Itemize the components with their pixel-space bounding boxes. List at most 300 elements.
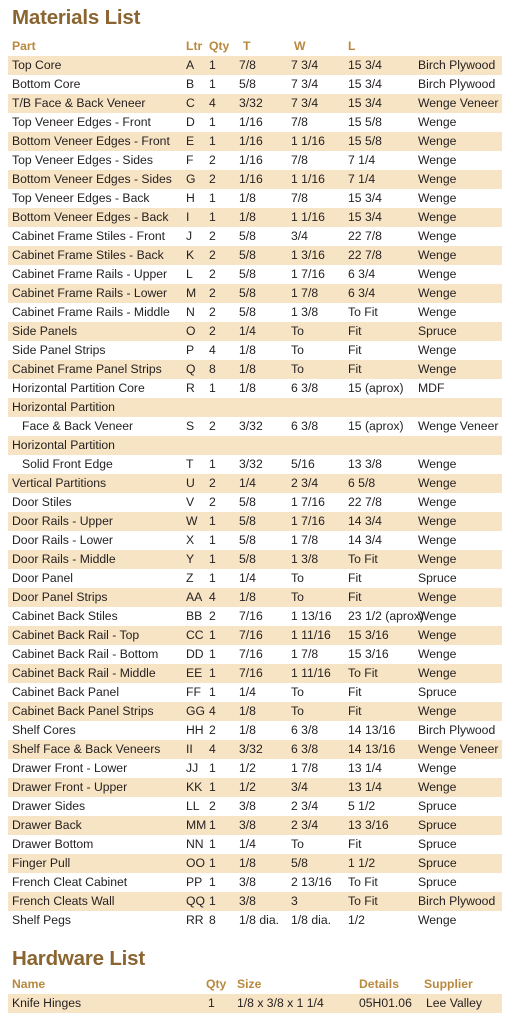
cell-t: 1/4 (239, 324, 256, 338)
table-row (8, 246, 502, 265)
hw-qty: 1 (208, 996, 215, 1010)
cell-w: 5/16 (291, 457, 315, 471)
header-details: Details (359, 977, 399, 991)
cell-part: Drawer Back (12, 818, 82, 832)
cell-l: Fit (348, 571, 362, 585)
table-row (8, 284, 502, 303)
cell-l: Fit (348, 362, 362, 376)
cell-mat: Spruce (418, 837, 457, 851)
cell-ltr: PP (186, 875, 203, 889)
cell-w: 7 3/4 (291, 77, 319, 91)
cell-l: 15 (aprox) (348, 419, 404, 433)
cell-w: 7/8 (291, 153, 308, 167)
table-row (8, 379, 502, 398)
table-row (8, 778, 502, 797)
cell-part: Shelf Face & Back Veneers (12, 742, 161, 756)
cell-qty: 2 (209, 324, 216, 338)
cell-ltr: M (186, 286, 197, 300)
table-row (8, 626, 502, 645)
cell-l: 15 3/4 (348, 191, 382, 205)
cell-mat: Wenge (418, 666, 457, 680)
cell-mat: Wenge (418, 457, 457, 471)
cell-t: 1/8 (239, 191, 256, 205)
cell-mat: MDF (418, 381, 445, 395)
cell-l: 13 1/4 (348, 761, 382, 775)
cell-l: 5 1/2 (348, 799, 376, 813)
cell-mat: Wenge (418, 552, 457, 566)
cell-part: Top Core (12, 58, 62, 72)
cell-qty: 1 (209, 115, 216, 129)
table-row (8, 873, 502, 892)
table-row (8, 702, 502, 721)
cell-l: 15 3/4 (348, 77, 382, 91)
header-ltr: Ltr (186, 39, 203, 53)
cell-qty: 2 (209, 229, 216, 243)
cell-l: Fit (348, 685, 362, 699)
materials-header-row (0, 37, 510, 55)
table-row (8, 303, 502, 322)
cell-l: 7 1/4 (348, 172, 376, 186)
cell-ltr: U (186, 476, 195, 490)
cell-part: Vertical Partitions (12, 476, 107, 490)
cell-ltr: CC (186, 628, 204, 642)
cell-t: 1/8 (239, 362, 256, 376)
cell-t: 7/16 (239, 647, 263, 661)
cell-mat: Wenge (418, 609, 457, 623)
cell-qty: 1 (209, 818, 216, 832)
cell-l: 22 7/8 (348, 495, 382, 509)
cell-l: 15 5/8 (348, 134, 382, 148)
table-row (8, 398, 502, 417)
cell-l: 14 3/4 (348, 514, 382, 528)
cell-qty: 1 (209, 210, 216, 224)
table-row (8, 132, 502, 151)
cell-part: Cabinet Frame Stiles - Front (12, 229, 166, 243)
cell-w: 7/8 (291, 191, 308, 205)
cell-qty: 1 (209, 457, 216, 471)
cell-t: 5/8 (239, 248, 256, 262)
cell-l: 1/2 (348, 913, 365, 927)
cell-l: 15 3/16 (348, 628, 389, 642)
cell-t: 1/4 (239, 837, 256, 851)
cell-qty: 1 (209, 780, 216, 794)
cell-part: Top Veneer Edges - Back (12, 191, 150, 205)
cell-part: Door Panel Strips (12, 590, 108, 604)
cell-ltr: B (186, 77, 195, 91)
cell-l: 22 7/8 (348, 248, 382, 262)
cell-mat: Wenge Veneer (418, 742, 499, 756)
cell-w: To (291, 571, 304, 585)
cell-mat: Birch Plywood (418, 894, 496, 908)
cell-t: 1/16 (239, 134, 263, 148)
cell-w: 1 7/16 (291, 495, 325, 509)
cell-part: Drawer Front - Lower (12, 761, 128, 775)
cell-l: 7 1/4 (348, 153, 376, 167)
cell-w: To (291, 343, 304, 357)
cell-qty: 1 (209, 837, 216, 851)
cell-ltr: BB (186, 609, 203, 623)
cell-w: 6 3/8 (291, 742, 319, 756)
cell-w: To (291, 590, 304, 604)
cell-w: To (291, 837, 304, 851)
table-row (8, 360, 502, 379)
cell-qty: 2 (209, 799, 216, 813)
cell-ltr: DD (186, 647, 204, 661)
cell-w: 1 7/8 (291, 286, 319, 300)
cell-mat: Birch Plywood (418, 58, 496, 72)
cell-w: 3 (291, 894, 298, 908)
cell-w: To (291, 704, 304, 718)
cell-w: 1 1/16 (291, 134, 325, 148)
cell-ltr: II (186, 742, 193, 756)
cell-w: 1 7/16 (291, 267, 325, 281)
cell-t: 3/32 (239, 419, 263, 433)
cell-part: French Cleat Cabinet (12, 875, 128, 889)
header-supplier: Supplier (424, 977, 473, 991)
cell-ltr: E (186, 134, 195, 148)
cell-ltr: S (186, 419, 195, 433)
table-row (8, 816, 502, 835)
cell-qty: 1 (209, 894, 216, 908)
cell-qty: 1 (209, 77, 216, 91)
cell-t: 3/32 (239, 96, 263, 110)
cell-ltr: J (186, 229, 193, 243)
cell-ltr: AA (186, 590, 203, 604)
cell-w: 3/4 (291, 229, 308, 243)
cell-ltr: I (186, 210, 190, 224)
cell-ltr: O (186, 324, 196, 338)
cell-qty: 2 (209, 609, 216, 623)
cell-part: Bottom Veneer Edges - Back (12, 210, 169, 224)
table-row (8, 208, 502, 227)
cell-ltr: LL (186, 799, 200, 813)
cell-qty: 1 (209, 552, 216, 566)
cell-part: Cabinet Frame Rails - Middle (12, 305, 170, 319)
cell-ltr: A (186, 58, 195, 72)
header-w: W (294, 39, 306, 53)
cell-ltr: X (186, 533, 195, 547)
cell-mat: Wenge (418, 134, 457, 148)
cell-w: 1 3/8 (291, 305, 319, 319)
cell-qty: 1 (209, 875, 216, 889)
cell-qty: 1 (209, 191, 216, 205)
hw-name: Knife Hinges (12, 996, 82, 1010)
cell-part: Bottom Veneer Edges - Sides (12, 172, 172, 186)
cell-t: 5/8 (239, 286, 256, 300)
cell-mat: Wenge (418, 647, 457, 661)
cell-w: 7/8 (291, 115, 308, 129)
table-row (8, 151, 502, 170)
cell-l: 23 1/2 (aprox) (348, 609, 424, 623)
cell-l: 13 1/4 (348, 780, 382, 794)
table-row (8, 683, 502, 702)
cell-l: 15 3/4 (348, 210, 382, 224)
cell-mat: Wenge (418, 305, 457, 319)
header-part: Part (12, 39, 36, 53)
cell-part: Cabinet Back Rail - Middle (12, 666, 156, 680)
hardware-header-row (0, 975, 510, 993)
cell-qty: 2 (209, 286, 216, 300)
cell-part: Door Rails - Lower (12, 533, 113, 547)
cell-t: 1/8 (239, 343, 256, 357)
cell-ltr: Y (186, 552, 195, 566)
cell-t: 1/8 (239, 210, 256, 224)
table-row (8, 455, 502, 474)
cell-w: 1 7/8 (291, 761, 319, 775)
cell-ltr: P (186, 343, 195, 357)
cell-mat: Birch Plywood (418, 723, 496, 737)
cell-w: 2 3/4 (291, 476, 319, 490)
cell-qty: 1 (209, 856, 216, 870)
cell-l: 15 (aprox) (348, 381, 404, 395)
table-row (8, 645, 502, 664)
cell-part: Shelf Cores (12, 723, 76, 737)
cell-l: 22 7/8 (348, 229, 382, 243)
cell-t: 5/8 (239, 229, 256, 243)
cell-ltr: NN (186, 837, 204, 851)
table-row (8, 721, 502, 740)
hardware-title: Hardware List (12, 947, 145, 970)
cell-w: 2 3/4 (291, 818, 319, 832)
table-row (8, 664, 502, 683)
cell-part: Drawer Bottom (12, 837, 94, 851)
cell-qty: 2 (209, 476, 216, 490)
table-row (8, 113, 502, 132)
cell-qty: 1 (209, 685, 216, 699)
cell-ltr: Q (186, 362, 196, 376)
cell-t: 1/4 (239, 685, 256, 699)
cell-qty: 1 (209, 647, 216, 661)
table-row (8, 740, 502, 759)
cell-part: Horizontal Partition Core (12, 381, 145, 395)
cell-part: Horizontal Partition (12, 400, 115, 414)
header-qty: Qty (209, 39, 230, 53)
table-row (8, 759, 502, 778)
table-row (8, 493, 502, 512)
cell-mat: Spruce (418, 324, 457, 338)
cell-mat: Spruce (418, 856, 457, 870)
table-row (8, 550, 502, 569)
cell-w: To (291, 362, 304, 376)
cell-qty: 4 (209, 704, 216, 718)
cell-t: 1/2 (239, 761, 256, 775)
cell-t: 3/32 (239, 457, 263, 471)
cell-part: Cabinet Back Rail - Bottom (12, 647, 159, 661)
cell-w: 2 13/16 (291, 875, 332, 889)
table-row (8, 436, 502, 455)
table-row (8, 854, 502, 873)
cell-part: French Cleats Wall (12, 894, 115, 908)
cell-ltr: HH (186, 723, 204, 737)
cell-part: Bottom Core (12, 77, 81, 91)
cell-t: 1/8 (239, 723, 256, 737)
cell-part: Drawer Front - Upper (12, 780, 128, 794)
table-row (8, 835, 502, 854)
cell-part: Door Panel (12, 571, 73, 585)
cell-w: 6 3/8 (291, 419, 319, 433)
cell-mat: Wenge (418, 495, 457, 509)
table-row (8, 322, 502, 341)
cell-qty: 2 (209, 305, 216, 319)
cell-ltr: JJ (186, 761, 199, 775)
cell-part: Horizontal Partition (12, 438, 115, 452)
cell-w: 6 3/8 (291, 381, 319, 395)
table-row (8, 911, 502, 930)
table-row (8, 94, 502, 113)
cell-t: 7/16 (239, 609, 263, 623)
cell-ltr: V (186, 495, 195, 509)
cell-mat: Wenge (418, 780, 457, 794)
cell-qty: 1 (209, 761, 216, 775)
cell-ltr: H (186, 191, 195, 205)
cell-mat: Wenge Veneer (418, 96, 499, 110)
table-row (8, 75, 502, 94)
cell-ltr: MM (186, 818, 207, 832)
cell-w: 1 7/8 (291, 533, 319, 547)
cell-qty: 4 (209, 343, 216, 357)
cell-qty: 1 (209, 58, 216, 72)
cell-t: 1/8 (239, 856, 256, 870)
cell-part: Cabinet Back Stiles (12, 609, 118, 623)
hw-supplier: Lee Valley (426, 996, 483, 1010)
cell-t: 3/8 (239, 875, 256, 889)
cell-qty: 2 (209, 723, 216, 737)
table-row (8, 474, 502, 493)
table-row (8, 341, 502, 360)
cell-part: Cabinet Frame Rails - Upper (12, 267, 168, 281)
cell-mat: Wenge (418, 115, 457, 129)
materials-table (8, 56, 502, 930)
cell-l: To Fit (348, 666, 378, 680)
cell-t: 1/4 (239, 476, 256, 490)
cell-qty: 4 (209, 742, 216, 756)
cell-w: 6 3/8 (291, 723, 319, 737)
cell-t: 5/8 (239, 77, 256, 91)
cell-part: Cabinet Frame Panel Strips (12, 362, 162, 376)
table-row (8, 531, 502, 550)
cell-t: 5/8 (239, 533, 256, 547)
cell-ltr: FF (186, 685, 201, 699)
cell-ltr: GG (186, 704, 205, 718)
cell-part: Side Panels (12, 324, 78, 338)
cell-l: 6 3/4 (348, 267, 376, 281)
cell-ltr: EE (186, 666, 203, 680)
cell-qty: 4 (209, 96, 216, 110)
cell-qty: 8 (209, 913, 216, 927)
cell-t: 1/8 (239, 590, 256, 604)
cell-part: Shelf Pegs (12, 913, 71, 927)
hw-size: 1/8 x 3/8 x 1 1/4 (237, 996, 324, 1010)
cell-l: To Fit (348, 894, 378, 908)
cell-l: 15 5/8 (348, 115, 382, 129)
cell-mat: Wenge (418, 153, 457, 167)
cell-t: 3/8 (239, 818, 256, 832)
cell-l: 14 3/4 (348, 533, 382, 547)
cell-mat: Wenge (418, 248, 457, 262)
cell-qty: 1 (209, 381, 216, 395)
cell-w: 7 3/4 (291, 58, 319, 72)
cell-qty: 2 (209, 267, 216, 281)
cell-ltr: D (186, 115, 195, 129)
cell-mat: Wenge (418, 362, 457, 376)
cell-qty: 1 (209, 666, 216, 680)
cell-w: 1 7/8 (291, 647, 319, 661)
cell-qty: 1 (209, 134, 216, 148)
header-t: T (243, 39, 251, 53)
cell-l: Fit (348, 590, 362, 604)
table-row (8, 227, 502, 246)
cell-part: Door Stiles (12, 495, 72, 509)
cell-w: 3/4 (291, 780, 308, 794)
table-row (8, 607, 502, 626)
cell-l: 15 3/4 (348, 58, 382, 72)
cell-mat: Spruce (418, 571, 457, 585)
cell-mat: Wenge (418, 913, 457, 927)
cell-w: 5/8 (291, 856, 308, 870)
cell-mat: Wenge (418, 172, 457, 186)
cell-ltr: QQ (186, 894, 205, 908)
cell-w: 1 11/16 (291, 628, 331, 642)
cell-t: 5/8 (239, 267, 256, 281)
cell-t: 5/8 (239, 305, 256, 319)
cell-l: 15 3/4 (348, 96, 382, 110)
cell-ltr: G (186, 172, 196, 186)
cell-l: 1 1/2 (348, 856, 376, 870)
cell-mat: Spruce (418, 799, 457, 813)
table-row (8, 588, 502, 607)
cell-mat: Wenge (418, 590, 457, 604)
cell-t: 5/8 (239, 514, 256, 528)
cell-part: Side Panel Strips (12, 343, 106, 357)
cell-part: Drawer Sides (12, 799, 86, 813)
cell-part: Cabinet Back Panel Strips (12, 704, 154, 718)
cell-t: 3/32 (239, 742, 263, 756)
cell-mat: Birch Plywood (418, 77, 496, 91)
cell-qty: 4 (209, 590, 216, 604)
cell-ltr: OO (186, 856, 205, 870)
cell-ltr: C (186, 96, 195, 110)
cell-w: 7 3/4 (291, 96, 319, 110)
cell-part: Face & Back Veneer (22, 419, 134, 433)
cell-mat: Wenge (418, 628, 457, 642)
header-name: Name (12, 977, 46, 991)
cell-mat: Wenge (418, 761, 457, 775)
cell-l: To Fit (348, 305, 378, 319)
cell-w: 1 11/16 (291, 666, 331, 680)
cell-w: To (291, 324, 304, 338)
cell-w: To (291, 685, 304, 699)
cell-part: Door Rails - Middle (12, 552, 116, 566)
cell-t: 5/8 (239, 495, 256, 509)
header-size: Size (237, 977, 262, 991)
cell-mat: Wenge (418, 286, 457, 300)
cell-l: Fit (348, 837, 362, 851)
cell-t: 1/8 (239, 704, 256, 718)
cell-l: Fit (348, 324, 362, 338)
cell-t: 1/8 (239, 381, 256, 395)
cell-mat: Wenge (418, 191, 457, 205)
cell-part: Top Veneer Edges - Front (12, 115, 151, 129)
table-row (8, 569, 502, 588)
cell-ltr: R (186, 381, 195, 395)
cell-t: 5/8 (239, 552, 256, 566)
cell-part: Door Rails - Upper (12, 514, 113, 528)
cell-mat: Wenge (418, 210, 457, 224)
cell-t: 3/8 (239, 799, 256, 813)
cell-ltr: K (186, 248, 195, 262)
table-row (8, 189, 502, 208)
cell-t: 1/16 (239, 153, 263, 167)
